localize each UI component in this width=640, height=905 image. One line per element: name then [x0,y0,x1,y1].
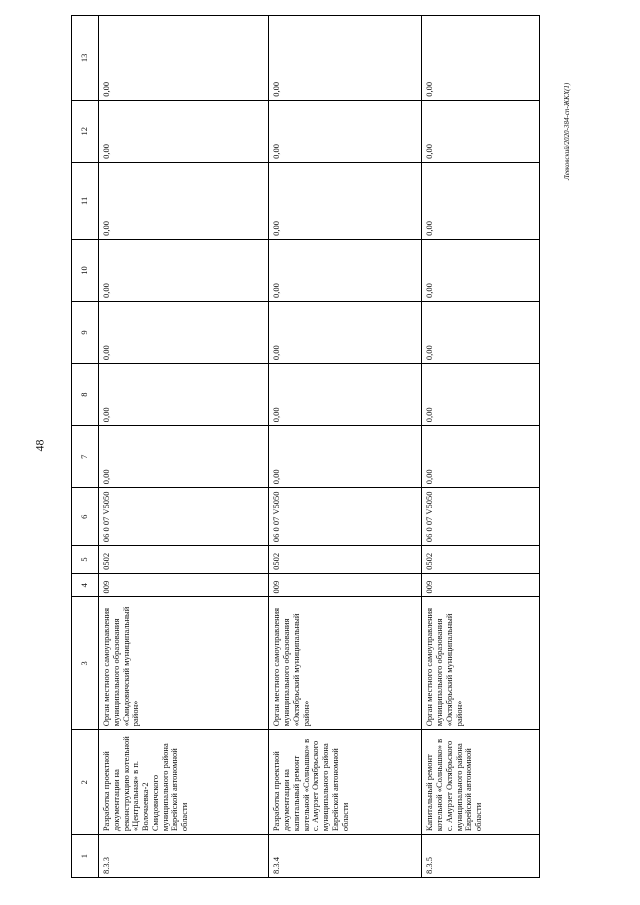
column-header: 12 [72,100,99,162]
column-header: 6 [72,488,99,546]
column-header: 13 [72,16,99,101]
amount-cell: 0,00 [422,162,540,239]
code-cell: 06 0 07 V5050 [99,488,269,546]
column-header: 9 [72,302,99,364]
amount-cell: 0,00 [269,16,422,101]
amount-cell: 0,00 [99,100,269,162]
code-cell: 06 0 07 V5050 [269,488,422,546]
amount-cell: 0,00 [269,426,422,488]
code-cell: 0502 [422,546,540,574]
event-name: Разработка проектной документации на реконструкцию котельной «Центральная» в п. Волочаевка-2 Смидовичского муниципального района Еврейской автономной области [99,730,269,835]
budget-table-container [71,15,540,878]
document-reference: Левковский/2020-384-сп-ЖКХ(1) [563,82,571,180]
responsible-organ: Орган местного самоуправления муниципального образования «Смидовичский муниципальный район» [99,597,269,730]
amount-cell: 0,00 [99,239,269,301]
code-cell: 0502 [269,546,422,574]
amount-cell: 0,00 [269,162,422,239]
code-cell: 009 [422,573,540,597]
row-number: 8.3.3 [99,835,269,878]
amount-cell: 0,00 [422,239,540,301]
amount-cell: 0,00 [422,302,540,364]
amount-cell: 0,00 [99,364,269,426]
row-number: 8.3.5 [422,835,540,878]
amount-cell: 0,00 [269,302,422,364]
row-number: 8.3.4 [269,835,422,878]
column-header: 7 [72,426,99,488]
amount-cell: 0,00 [422,364,540,426]
column-header: 8 [72,364,99,426]
amount-cell: 0,00 [422,100,540,162]
code-cell: 009 [99,573,269,597]
page-number: 48 [32,439,47,452]
column-header: 10 [72,239,99,301]
column-header: 1 [72,835,99,878]
amount-cell: 0,00 [99,426,269,488]
table-row [99,16,269,878]
column-header: 3 [72,597,99,730]
header-row [72,16,99,878]
budget-table [71,15,540,878]
amount-cell: 0,00 [269,364,422,426]
column-header: 4 [72,573,99,597]
code-cell: 06 0 07 V5050 [422,488,540,546]
amount-cell: 0,00 [99,302,269,364]
amount-cell: 0,00 [99,162,269,239]
code-cell: 0502 [99,546,269,574]
amount-cell: 0,00 [422,16,540,101]
column-header: 2 [72,730,99,835]
event-name: Разработка проектной документации на капитальный ремонт котельной «Солнышко» в с. Амурзет Октябрьского муниципального района Еврейской автономной области [269,730,422,835]
amount-cell: 0,00 [422,426,540,488]
responsible-organ: Орган местного самоуправления муниципального образования «Октябрьский муниципальный район» [422,597,540,730]
table-row [422,16,540,878]
code-cell: 009 [269,573,422,597]
column-header: 5 [72,546,99,574]
amount-cell: 0,00 [269,239,422,301]
responsible-organ: Орган местного самоуправления муниципального образования «Октябрьский муниципальный район» [269,597,422,730]
column-header: 11 [72,162,99,239]
amount-cell: 0,00 [99,16,269,101]
event-name: Капитальный ремонт котельной «Солнышко» в с. Амурзет Октябрьского муниципального района Еврейской автономной области [422,730,540,835]
amount-cell: 0,00 [269,100,422,162]
table-row [269,16,422,878]
